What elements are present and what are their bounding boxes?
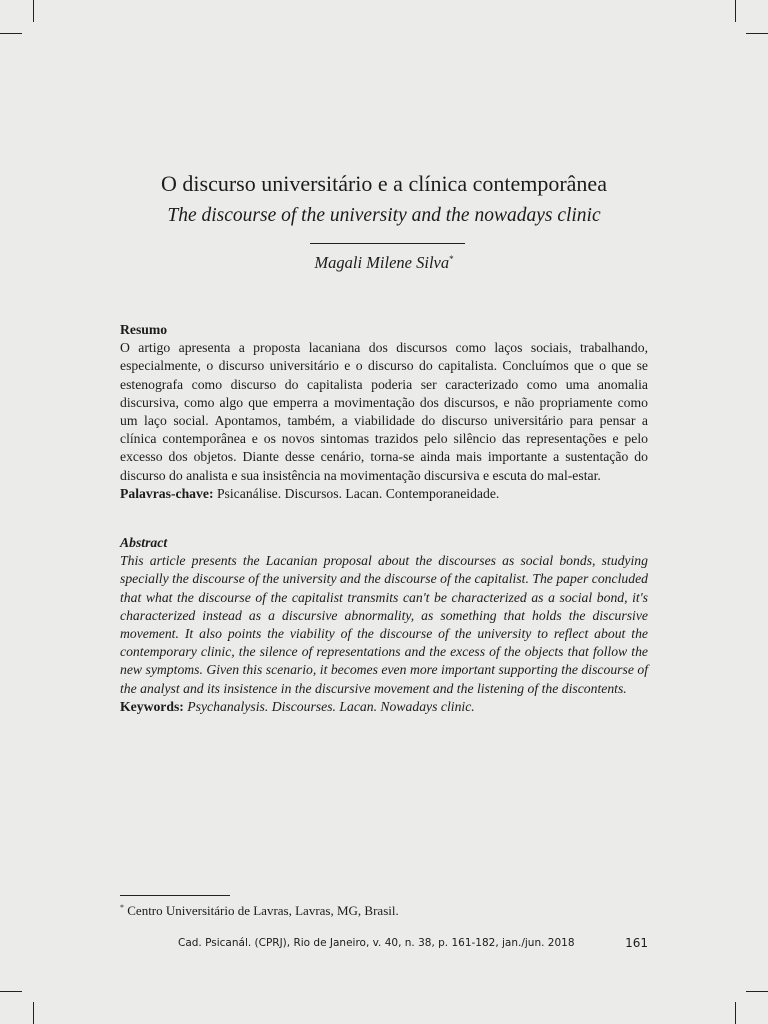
author-line — [0, 249, 768, 273]
abstract-heading: Abstract — [120, 535, 168, 550]
abstract-keywords-label: Keywords: — [120, 698, 184, 714]
crop-mark-bottom-left-horizontal — [0, 991, 22, 992]
resumo-keywords-text: Psicanálise. Discursos. Lacan. Contemporaneidade. — [216, 485, 500, 501]
article-title: O discurso universitário e a clínica contemporânea — [161, 171, 607, 196]
crop-mark-bottom-right-vertical — [735, 1002, 736, 1024]
author-rule — [310, 243, 465, 244]
crop-mark-bottom-left-vertical — [33, 1002, 34, 1024]
resumo-section — [120, 321, 648, 503]
resumo-keywords — [120, 485, 648, 503]
journal-citation: Cad. Psicanál. (CPRJ), Rio de Janeiro, v. 40, n. 38, p. 161-182, jan./jun. 2018 — [178, 937, 575, 949]
resumo-text: O artigo apresenta a proposta lacaniana dos discursos como laços sociais, trabalhando, especialmente, o discurso universitário e o discurso do capitalista. Concluímos que o que se estenografa como discurso do capitalista poderia ser caracterizado como uma anomalia discursiva, como algo que emperra a movimentação dos discursos, e não propriamente como um laço social. Apontamos, também, a viabilidade do discurso universitário para pensar a clínica contemporânea e os novos sintomas trazidos pelo silêncio das representações e pelo excesso dos objetos. Diante desse cenário, torna-se ainda mais importante a sustentação do discurso do analista e sua insistência na movimentação discursiva e escuta do mal-estar. — [120, 340, 648, 483]
author-name: Magali Milene Silva — [314, 253, 450, 272]
resumo-heading: Resumo — [120, 322, 168, 337]
footnote-text: Centro Universitário de Lavras, Lavras, MG, Brasil. — [127, 903, 399, 918]
resumo-keywords-label: Palavras-chave: — [120, 485, 214, 501]
crop-mark-top-left-vertical — [33, 0, 34, 22]
author-footnote-marker[interactable]: * — [449, 254, 454, 264]
abstract-keywords — [120, 698, 648, 716]
footnote-rule — [120, 895, 230, 896]
crop-mark-top-left-horizontal — [0, 33, 22, 34]
page-number: 161 — [625, 936, 648, 950]
crop-mark-top-right-vertical — [735, 0, 736, 22]
subtitle-part-2: nowadays clinic — [474, 205, 601, 226]
abstract-section — [120, 534, 648, 716]
footnote — [120, 899, 399, 920]
footnote-marker: * — [120, 903, 124, 912]
abstract-keywords-text: Psychanalysis. Discourses. Lacan. Nowadays clinic. — [187, 698, 475, 714]
crop-mark-bottom-right-horizontal — [746, 991, 768, 992]
abstract-text: This article presents the Lacanian proposal about the discourses as social bonds, studying specially the discourse of the university and the discourse of the capitalist. The paper concluded that what the discourse of the capitalist transmits can't be characterized as a social bond, it's characterized instead as a discursive abnormality, as something that holds the discursive movement. It also points the viability of the discourse of the university to reflect about the contemporary clinic, the silence of representations and the excess of the objects that follow the new symptoms. Given this scenario, it becomes even more important supporting the discourse of the analyst and its insistence in the discursive movement and the listening of the discontents. — [120, 553, 648, 696]
subtitle-part-1: The discourse of the university and the — [167, 205, 470, 226]
article-subtitle — [0, 203, 768, 229]
crop-mark-top-right-horizontal — [746, 33, 768, 34]
